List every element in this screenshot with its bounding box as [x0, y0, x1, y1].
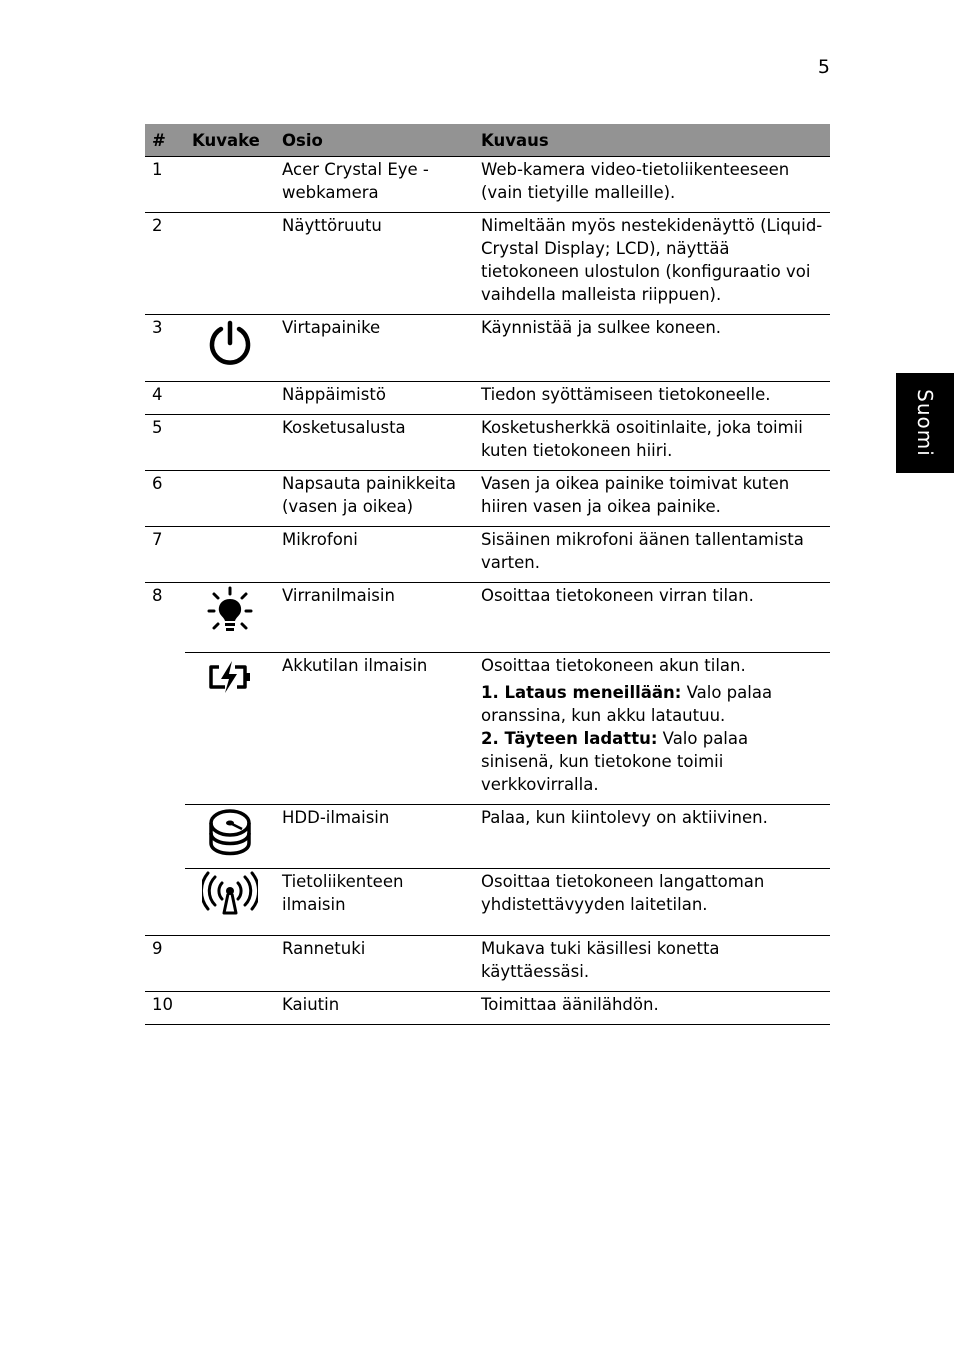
- row-number: 6: [145, 471, 185, 527]
- battery-item-2-label: 2. Täyteen ladattu:: [481, 729, 658, 748]
- row-osio: Näyttöruutu: [275, 213, 474, 315]
- row-number: 7: [145, 527, 185, 583]
- row-osio: Acer Crystal Eye - webkamera: [275, 157, 474, 213]
- row-desc: Käynnistää ja sulkee koneen.: [474, 315, 830, 382]
- language-tab-label: Suomi: [913, 389, 937, 457]
- row-osio: Virranilmaisin: [275, 583, 474, 653]
- row-osio: Näppäimistö: [275, 382, 474, 415]
- header-desc: Kuvaus: [474, 124, 830, 157]
- battery-desc-item-2: [481, 727, 823, 796]
- table-row: [145, 805, 830, 869]
- row-icon-cell: [185, 653, 275, 805]
- battery-desc-item-1: [481, 681, 823, 727]
- row-icon-cell: [185, 936, 275, 992]
- row-osio: Napsauta painikkeita (vasen ja oikea): [275, 471, 474, 527]
- table-row: [145, 992, 830, 1025]
- row-number: 9: [145, 936, 185, 992]
- row-icon-cell: [185, 869, 275, 936]
- row-desc: Nimeltään myös nestekidenäyttö (Liquid-Crystal Display; LCD), näyttää tietokoneen ulostulon (konfiguraatio voi vaihdella malleista riippuen).: [474, 213, 830, 315]
- table-row: [145, 936, 830, 992]
- table-row: [145, 415, 830, 471]
- row-osio: HDD-ilmaisin: [275, 805, 474, 869]
- components-table: [145, 124, 830, 1025]
- hdd-icon: [205, 807, 255, 861]
- table-row: [145, 157, 830, 213]
- battery-item-2-text: Valo palaa sinisenä, kun tietokone toimii verkkovirralla.: [481, 729, 749, 794]
- row-osio: Kosketusalusta: [275, 415, 474, 471]
- row-number: 3: [145, 315, 185, 382]
- row-osio: Kaiutin: [275, 992, 474, 1025]
- header-icon: Kuvake: [185, 124, 275, 157]
- row-desc: Mukava tuki käsillesi konetta käyttäessäsi.: [474, 936, 830, 992]
- wireless-icon: [202, 871, 258, 919]
- row-icon-cell: [185, 992, 275, 1025]
- row-desc: Vasen ja oikea painike toimivat kuten hiiren vasen ja oikea painike.: [474, 471, 830, 527]
- row-desc: Sisäinen mikrofoni äänen tallentamista varten.: [474, 527, 830, 583]
- header-num: #: [145, 124, 185, 157]
- table-row: [145, 315, 830, 382]
- row-number: 4: [145, 382, 185, 415]
- row-number: 5: [145, 415, 185, 471]
- row-number: 8: [145, 583, 185, 936]
- page-number: 5: [817, 56, 830, 78]
- row-desc: Toimittaa äänilähdön.: [474, 992, 830, 1025]
- row-icon-cell: [185, 805, 275, 869]
- table-row: [145, 583, 830, 653]
- row-desc: Osoittaa tietokoneen virran tilan.: [474, 583, 830, 653]
- table-row: [145, 213, 830, 315]
- table-header-row: [145, 124, 830, 157]
- battery-desc-items: [481, 681, 823, 796]
- language-tab: [896, 373, 954, 473]
- row-desc: Web-kamera video-tietoliikenteeseen (vain tietyille malleille).: [474, 157, 830, 213]
- row-desc: Tiedon syöttämiseen tietokoneelle.: [474, 382, 830, 415]
- row-icon-cell: [185, 471, 275, 527]
- table-row: [145, 527, 830, 583]
- row-desc: Palaa, kun kiintolevy on aktiivinen.: [474, 805, 830, 869]
- row-number: 10: [145, 992, 185, 1025]
- row-osio: Rannetuki: [275, 936, 474, 992]
- header-osio: Osio: [275, 124, 474, 157]
- row-number: 2: [145, 213, 185, 315]
- row-osio: Tietoliikenteen ilmaisin: [275, 869, 474, 936]
- row-icon-cell: [185, 382, 275, 415]
- row-desc: Kosketusherkkä osoitinlaite, joka toimii kuten tietokoneen hiiri.: [474, 415, 830, 471]
- row-osio: Virtapainike: [275, 315, 474, 382]
- power-indicator-icon: [205, 585, 255, 637]
- table-row: [145, 382, 830, 415]
- row-desc: Osoittaa tietokoneen langattoman yhdistettävyyden laitetilan.: [474, 869, 830, 936]
- row-icon-cell: [185, 527, 275, 583]
- row-icon-cell: [185, 415, 275, 471]
- row-osio: Mikrofoni: [275, 527, 474, 583]
- row-osio: Akkutilan ilmaisin: [275, 653, 474, 805]
- row-icon-cell: [185, 157, 275, 213]
- row-icon-cell: [185, 583, 275, 653]
- battery-indicator-icon: [205, 655, 255, 699]
- power-icon: [205, 317, 255, 369]
- battery-item-1-text: Valo palaa oranssina, kun akku latautuu.: [481, 683, 773, 725]
- table-row: [145, 471, 830, 527]
- row-icon-cell: [185, 213, 275, 315]
- battery-desc-main: Osoittaa tietokoneen akun tilan.: [481, 656, 746, 675]
- battery-item-1-label: 1. Lataus meneillään:: [481, 683, 682, 702]
- row-number: 1: [145, 157, 185, 213]
- row-desc: [474, 653, 830, 805]
- table-row: [145, 653, 830, 805]
- row-icon-cell: [185, 315, 275, 382]
- table-row: [145, 869, 830, 936]
